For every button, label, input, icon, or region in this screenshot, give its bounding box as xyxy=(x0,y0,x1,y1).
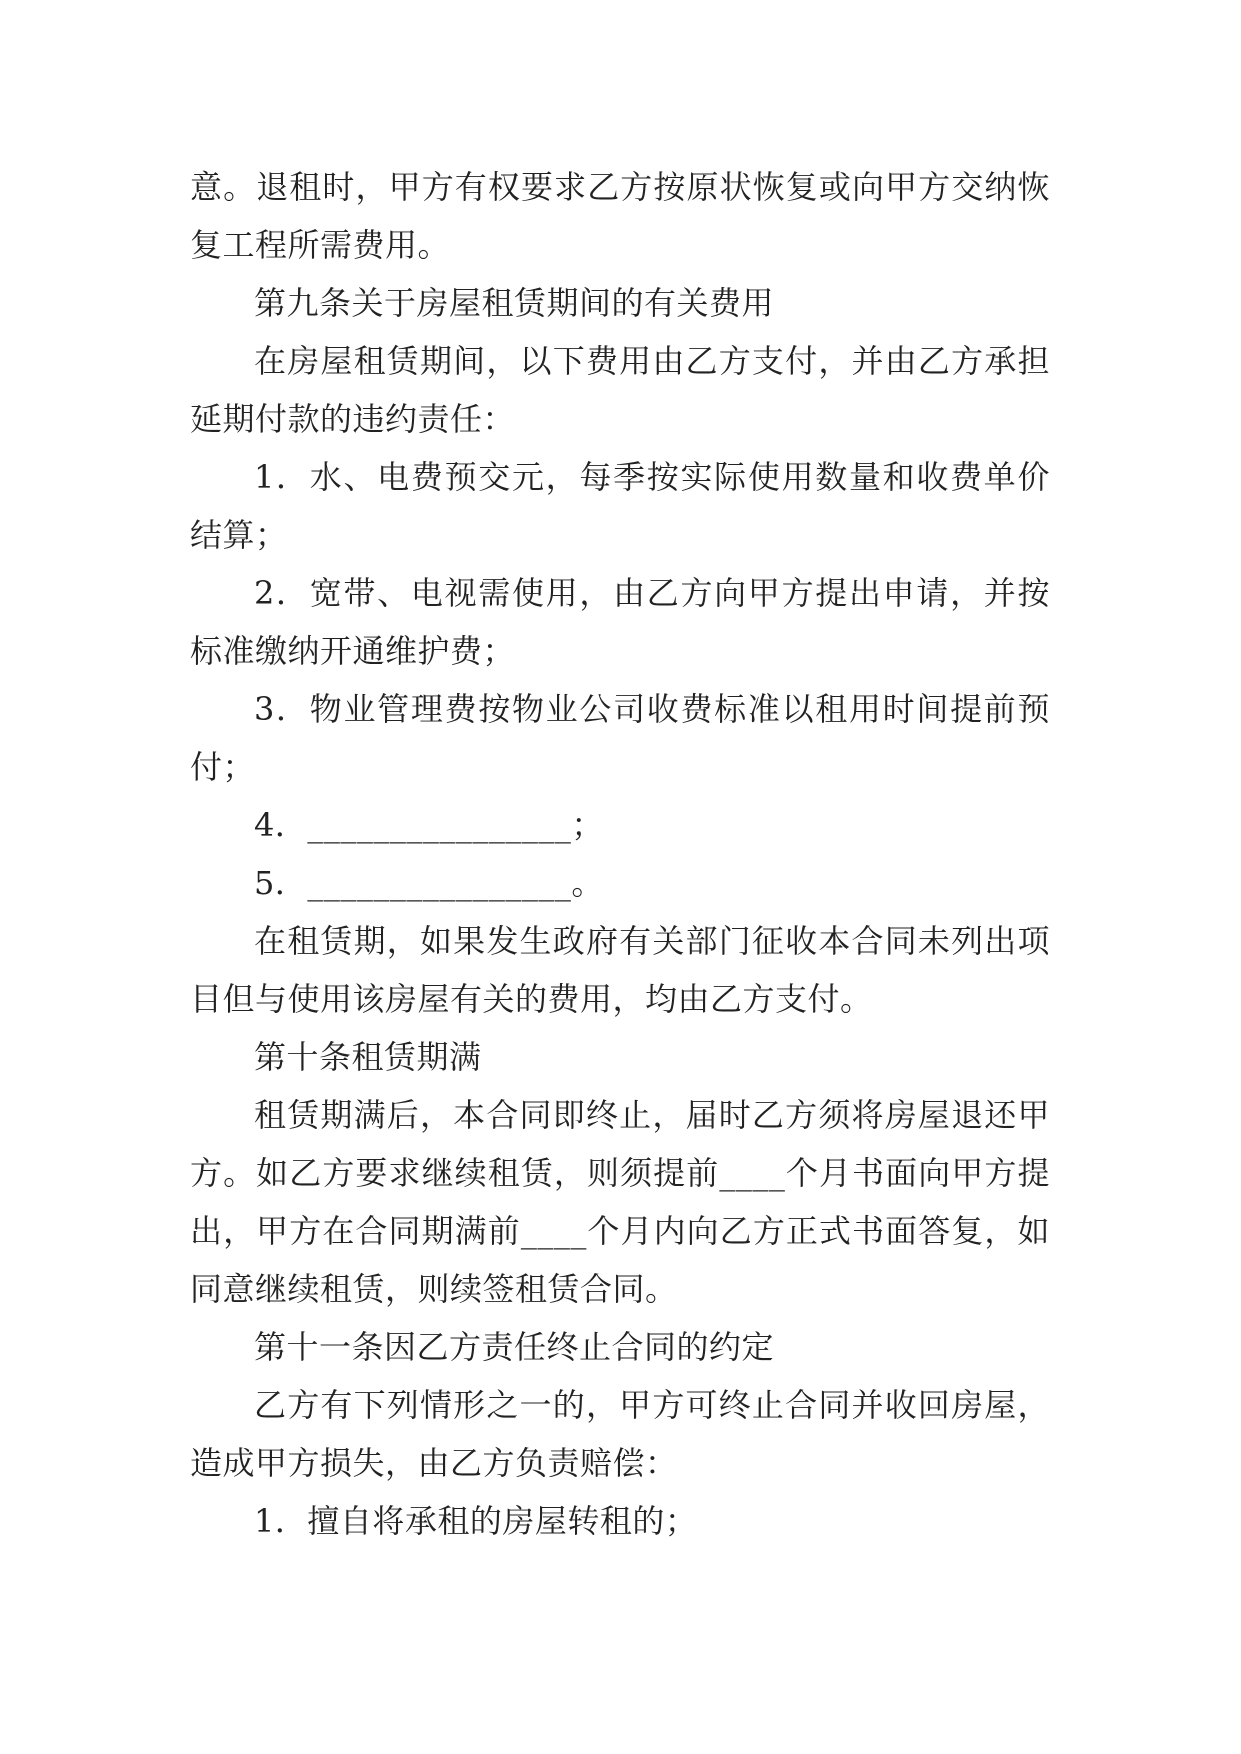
list-item: 3．物业管理费按物业公司收费标准以租用时间提前预 xyxy=(254,690,1050,728)
paragraph-line: 延期付款的违约责任： xyxy=(190,400,516,438)
list-item: 1．水、电费预交元，每季按实际使用数量和收费单价 xyxy=(254,458,1050,496)
paragraph-line: 意。退租时，甲方有权要求乙方按原状恢复或向甲方交纳恢 xyxy=(190,168,1050,206)
list-item: 5．________________。 xyxy=(254,864,604,902)
paragraph-line: 标准缴纳开通维护费； xyxy=(190,632,516,670)
paragraph-line: 结算； xyxy=(190,516,288,554)
paragraph-line: 出，甲方在合同期满前____个月内向乙方正式书面答复，如 xyxy=(190,1212,1050,1250)
document-page xyxy=(190,158,1050,1550)
section-heading: 第九条关于房屋租赁期间的有关费用 xyxy=(254,284,775,322)
list-item: 4．________________； xyxy=(254,806,604,844)
list-item: 2．宽带、电视需使用，由乙方向甲方提出申请，并按 xyxy=(254,574,1050,612)
paragraph-line: 目但与使用该房屋有关的费用，均由乙方支付。 xyxy=(190,980,873,1018)
paragraph-line: 在租赁期，如果发生政府有关部门征收本合同未列出项 xyxy=(254,922,1050,960)
paragraph-line: 乙方有下列情形之一的，甲方可终止合同并收回房屋， xyxy=(254,1386,1050,1424)
section-heading: 第十一条因乙方责任终止合同的约定 xyxy=(254,1328,775,1366)
list-item: 1．擅自将承租的房屋转租的； xyxy=(254,1502,698,1540)
section-heading: 第十条租赁期满 xyxy=(254,1038,482,1076)
paragraph-line: 租赁期满后，本合同即终止，届时乙方须将房屋退还甲 xyxy=(254,1096,1050,1134)
paragraph-line: 付； xyxy=(190,748,256,786)
paragraph-line: 复工程所需费用。 xyxy=(190,226,451,264)
paragraph-line: 在房屋租赁期间，以下费用由乙方支付，并由乙方承担 xyxy=(254,342,1050,380)
paragraph-line: 同意继续租赁，则续签租赁合同。 xyxy=(190,1270,678,1308)
paragraph-line: 造成甲方损失，由乙方负责赔偿： xyxy=(190,1444,678,1482)
paragraph-line: 方。如乙方要求继续租赁，则须提前____个月书面向甲方提 xyxy=(190,1154,1050,1192)
